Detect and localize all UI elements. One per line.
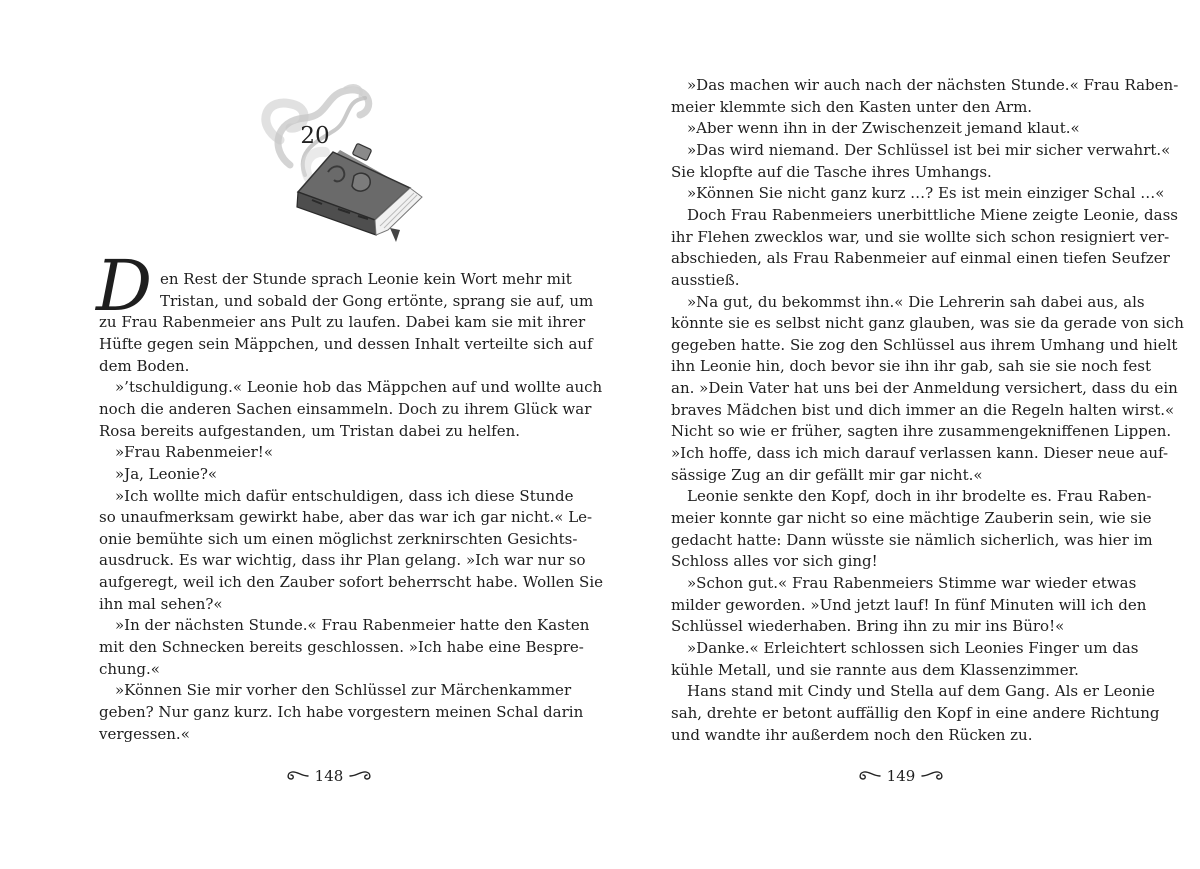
text-line: »Das machen wir auch nach der nächsten Stunde.« Frau Raben-: [687, 76, 1179, 94]
text-line: »Ja, Leonie?«: [115, 464, 218, 483]
text-line: sässige Zug an dir gefällt mir gar nicht.«: [671, 465, 983, 484]
text-line: Hüfte gegen sein Mäppchen, und dessen Inhalt verteilte sich auf: [99, 334, 593, 353]
text-line: Schloss alles vor sich ging!: [671, 552, 878, 571]
text-line: aufgeregt, weil ich den Zauber sofort beherrscht habe. Wollen Sie: [99, 573, 603, 592]
text-line: braves Mädchen bist und dich immer an die Regeln halten wirst.«: [671, 400, 1175, 419]
text-line: dem Boden.: [99, 356, 190, 375]
flourish-left-icon: [855, 769, 881, 783]
text-line: chung.«: [99, 659, 160, 678]
text-line: Rosa bereits aufgestanden, um Tristan dabei zu helfen.: [99, 421, 521, 440]
text-line: Nicht so wie er früher, sagten ihre zusammengekniffenen Lippen.: [671, 422, 1172, 441]
page-number: 149: [886, 767, 916, 785]
right-page: [600, 0, 1200, 869]
chapter-emblem: [250, 80, 430, 245]
text-line: »In der nächsten Stunde.« Frau Rabenmeier hatte den Kasten: [115, 616, 590, 635]
text-line: so unaufmerksam gewirkt habe, aber das war ich gar nicht.« Le-: [99, 508, 593, 527]
chapter-number: 20: [300, 123, 330, 149]
text-line: »Können Sie mir vorher den Schlüssel zur Märchenkammer: [115, 681, 572, 700]
text-line: meier klemmte sich den Kasten unter den Arm.: [671, 97, 1033, 116]
page-number: 148: [314, 767, 344, 785]
flourish-right-icon: [921, 769, 947, 783]
text-line: vergessen.«: [99, 724, 190, 743]
text-line: und wandte ihr außerdem noch den Rücken zu.: [671, 725, 1033, 744]
text-line: »’tschuldigung.« Leonie hob das Mäppchen auf und wollte auch: [115, 378, 603, 397]
page-number-footer: [841, 762, 961, 790]
text-line: milder geworden. »Und jetzt lauf! In fünf Minuten will ich den: [671, 595, 1147, 614]
text-line: »Das wird niemand. Der Schlüssel ist bei mir sicher verwahrt.«: [687, 140, 1171, 159]
text-line: »Können Sie nicht ganz kurz …? Es ist mein einziger Schal …«: [687, 184, 1165, 203]
text-line: gegeben hatte. Sie zog den Schlüssel aus ihrem Umhang und hielt: [671, 335, 1178, 354]
text-line: ihn mal sehen?«: [99, 594, 223, 613]
text-line: »Frau Rabenmeier!«: [115, 443, 273, 462]
text-line: Leonie senkte den Kopf, doch in ihr brodelte es. Frau Raben-: [687, 487, 1152, 506]
text-line: »Aber wenn ihn in der Zwischenzeit jemand klaut.«: [687, 119, 1080, 138]
text-line: ausdruck. Es war wichtig, dass ihr Plan gelang. »Ich war nur so: [99, 551, 586, 570]
text-line: »Ich wollte mich dafür entschuldigen, dass ich diese Stunde: [115, 486, 574, 505]
text-line: »Na gut, du bekommst ihn.« Die Lehrerin sah dabei aus, als: [687, 292, 1145, 311]
text-line: ihn Leonie hin, doch bevor sie ihn ihr gab, sah sie sie noch fest: [671, 357, 1152, 376]
page-number-footer: [269, 762, 389, 790]
text-line: Doch Frau Rabenmeiers unerbittliche Miene zeigte Leonie, dass: [687, 205, 1178, 224]
text-line: Schlüssel wiederhaben. Bring ihn zu mir ins Büro!«: [671, 617, 1065, 636]
text-line: meier konnte gar nicht so eine mächtige Zauberin sein, wie sie: [671, 509, 1152, 527]
flourish-right-icon: [349, 769, 375, 783]
spellbook-icon: [250, 80, 430, 245]
text-line: an. »Dein Vater hat uns bei der Anmeldung versichert, dass du ein: [671, 379, 1178, 398]
text-line: onie bemühte sich um einen möglichst zerknirschten Gesichts-: [99, 529, 578, 548]
text-line: Hans stand mit Cindy und Stella auf dem Gang. Als er Leonie: [687, 682, 1155, 701]
text-line: abschieden, als Frau Rabenmeier auf einmal einen tiefen Seufzer: [671, 249, 1170, 268]
text-line: ihr Flehen zwecklos war, und sie wollte sich schon resigniert ver-: [671, 227, 1170, 246]
text-line: noch die anderen Sachen einsammeln. Doch zu ihrem Glück war: [99, 399, 592, 418]
text-line: Tristan, und sobald der Gong ertönte, sprang sie auf, um: [160, 291, 594, 310]
text-line: kühle Metall, und sie rannte aus dem Klassenzimmer.: [671, 660, 1079, 679]
text-line: gedacht hatte: Dann wüsste sie nämlich sicherlich, was hier im: [671, 530, 1153, 549]
text-line: »Ich hoffe, dass ich mich darauf verlassen kann. Dieser neue auf-: [671, 444, 1169, 463]
text-line: zu Frau Rabenmeier ans Pult zu laufen. Dabei kam sie mit ihrer: [99, 313, 586, 332]
text-line: könnte sie es selbst nicht ganz glauben, was sie da gerade von sich: [671, 314, 1184, 333]
text-line: en Rest der Stunde sprach Leonie kein Wort mehr mit: [160, 270, 572, 288]
drop-cap: D: [96, 245, 153, 327]
text-line: »Danke.« Erleichtert schlossen sich Leonies Finger um das: [687, 638, 1139, 657]
text-line: ausstieß.: [671, 270, 740, 289]
flourish-left-icon: [283, 769, 309, 783]
text-line: »Schon gut.« Frau Rabenmeiers Stimme war wieder etwas: [687, 573, 1137, 592]
text-line: Sie klopfte auf die Tasche ihres Umhangs.: [671, 162, 992, 181]
text-line: mit den Schnecken bereits geschlossen. »Ich habe eine Bespre-: [99, 638, 584, 657]
text-line: geben? Nur ganz kurz. Ich habe vorgestern meinen Schal darin: [99, 703, 584, 721]
text-line: sah, drehte er betont auffällig den Kopf in eine andere Richtung: [671, 703, 1160, 722]
